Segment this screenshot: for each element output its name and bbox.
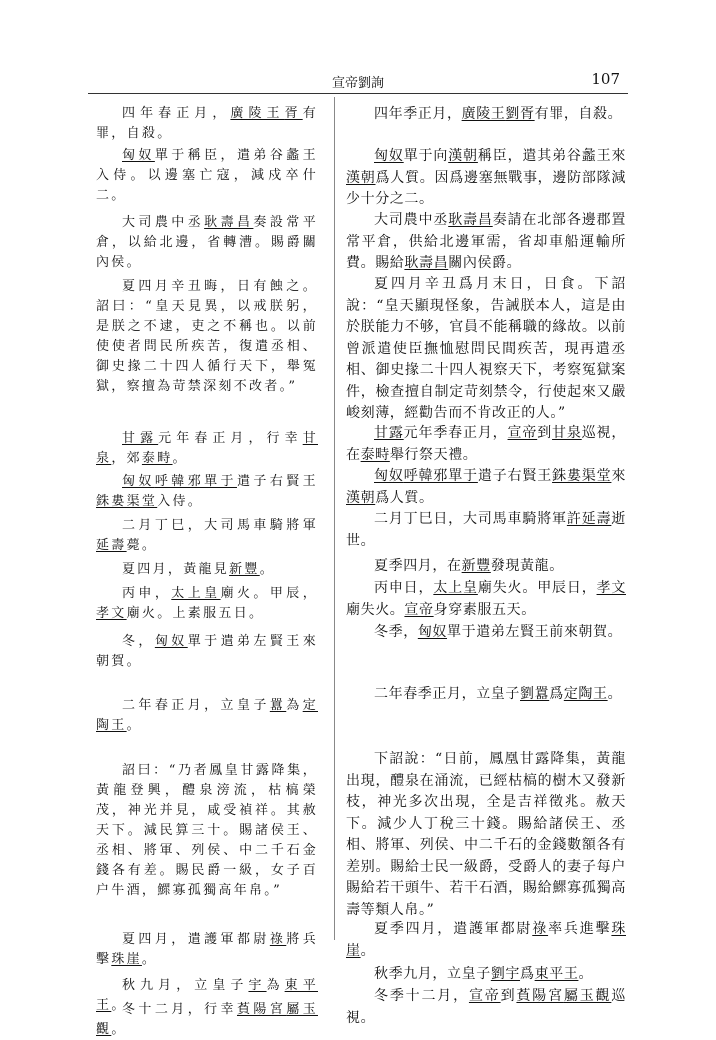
page-number: 107 <box>591 70 620 88</box>
text-run: 大司農中丞 <box>374 212 449 228</box>
proper-noun-underlined: 許延壽 <box>566 511 612 527</box>
text-run: 二月丁巳日，大司馬車騎將軍 <box>374 511 567 527</box>
text-run: 。 <box>111 998 127 1013</box>
translation-paragraph <box>346 423 626 466</box>
text-run: 四年季正月， <box>374 106 462 122</box>
text-run: 夏四月辛丑晦，日有蝕之。詔曰：“皇天見異，以戒朕躬，是朕之不逮，吏之不稱也。以前使使者問民所疾苦，復遣丞相、御史掾二十四人循行天下，舉冤獄，察擅為苛禁深刻不改者。” <box>96 279 318 394</box>
text-run: 詔曰：“乃者鳳皇甘露降集，黃龍登興，醴泉滂流，枯槁榮茂，神光并見，咸受禎祥。其赦天下。減民算三十。賜諸侯王、丞相、將軍、列侯、中二千石金錢各有差。賜民爵一級，女子百户牛酒，鰥寡孤獨高年帛。” <box>96 763 318 898</box>
text-run: 廟失火。 <box>346 601 405 618</box>
translation-paragraph <box>346 578 626 621</box>
proper-noun-underlined: 珠崖 <box>346 921 626 959</box>
text-run: 廟失火。甲辰日， <box>477 580 597 596</box>
text-run: 到 <box>537 425 553 441</box>
classical-paragraph <box>96 930 318 970</box>
text-run: 遣子右賢王 <box>477 468 553 484</box>
translation-paragraph <box>346 210 626 275</box>
text-run: 入侍。 <box>157 494 204 509</box>
text-run: 。 <box>360 942 376 959</box>
proper-noun-underlined: 漢朝 <box>448 148 478 164</box>
text-run: 元年春正月，行幸 <box>158 431 303 446</box>
text-run: 單于向 <box>403 148 449 164</box>
proper-noun-underlined: 宇 <box>248 978 267 993</box>
text-run: 。 <box>259 562 276 577</box>
text-run: 。 <box>111 1022 127 1037</box>
proper-noun-underlined: 銖婁渠堂 <box>96 494 158 509</box>
text-run: 秋季九月，立皇子 <box>374 966 491 982</box>
proper-noun-underlined: 甘泉 <box>552 425 582 441</box>
header-rule <box>88 93 628 94</box>
translation-paragraph <box>346 466 626 509</box>
proper-noun-underlined: 匈奴 <box>122 148 155 163</box>
text-run: 單于遣弟左賢王前來朝賀。 <box>447 624 623 640</box>
text-run: 大司農中丞 <box>122 215 205 230</box>
text-run: 冬季十二月， <box>374 988 469 1004</box>
proper-noun-underlined: 宣帝 <box>404 601 434 618</box>
translation-paragraph <box>346 684 626 706</box>
proper-noun-underlined: 泰畤 <box>360 446 390 463</box>
text-run: 身穿素服五天。 <box>433 601 536 618</box>
proper-noun-underlined: 甘露 <box>374 425 404 441</box>
translation-paragraph <box>346 749 626 921</box>
proper-noun-underlined: 孝文 <box>96 606 127 621</box>
classical-paragraph <box>96 761 318 901</box>
translation-paragraph <box>346 964 626 986</box>
classical-paragraph <box>96 516 318 556</box>
proper-noun-underlined: 太上皇 <box>171 586 221 601</box>
classical-paragraph <box>96 213 318 273</box>
classical-paragraph <box>96 472 318 512</box>
classical-paragraph <box>96 277 318 397</box>
proper-noun-underlined: 漢朝 <box>346 169 376 186</box>
translation-paragraph <box>346 274 626 425</box>
text-run: 發現黃龍。 <box>490 558 564 574</box>
text-run: 巡視，在 <box>346 425 626 463</box>
text-run: 冬季， <box>374 624 418 640</box>
column-divider <box>334 97 335 940</box>
translation-paragraph <box>346 622 626 644</box>
text-run: 爲人質。因爲邊塞無戰事，邊防部隊減少十分之二。 <box>346 169 627 207</box>
proper-noun-underlined: 匈奴 <box>374 468 404 484</box>
text-run: 舉行祭天禮。 <box>389 446 478 463</box>
proper-noun-underlined: 甘泉 <box>96 431 318 466</box>
text-run: 奏設常平倉，以給北邊，省轉漕。賜爵關內侯。 <box>96 215 318 270</box>
proper-noun-underlined: 萯陽宮 <box>516 988 564 1004</box>
text-run: 爲 <box>549 686 564 702</box>
proper-noun-underlined: 劉囂 <box>520 686 550 702</box>
classical-paragraph <box>96 429 318 469</box>
text-run: 逝世。 <box>346 511 626 549</box>
translation-paragraph <box>346 919 626 962</box>
text-run: 廟火。上素服五日。 <box>126 606 265 621</box>
proper-noun-underlined: 珠崖 <box>111 952 142 967</box>
proper-noun-underlined: 匈奴 <box>122 474 155 489</box>
classical-paragraph <box>96 1000 318 1040</box>
text-run: 奏請在北部各邊郡置常平倉，供給北邊軍需，省却車船運輸所費。賜給 <box>346 212 626 271</box>
text-run: 薨。 <box>126 538 158 553</box>
text-run: 將兵擊 <box>96 932 318 967</box>
proper-noun-underlined: 耿壽昌 <box>448 212 493 228</box>
classical-paragraph <box>96 632 318 672</box>
proper-noun-underlined: 宣帝 <box>507 425 538 441</box>
text-run: 單于稱臣，遣弟谷蠡王入侍。以邊塞亡寇，減戍卒什二。 <box>96 148 318 203</box>
text-run: 巡視。 <box>346 988 626 1026</box>
text-run: 二年春正月，立皇子 <box>122 698 270 713</box>
classical-paragraph <box>96 560 318 580</box>
text-run: 丙申， <box>122 586 172 601</box>
text-run: 單于遣弟左賢王來朝賀。 <box>96 634 318 669</box>
text-run: 夏季四月，在 <box>374 558 462 574</box>
translation-paragraph <box>346 104 626 126</box>
text-run: 二月丁巳，大司馬車騎將軍 <box>122 518 318 533</box>
text-run: 率兵進擊 <box>548 921 612 937</box>
proper-noun-underlined: 宣帝 <box>468 988 501 1004</box>
proper-noun-underlined: 泰畤 <box>141 451 173 466</box>
proper-noun-underlined: 匈奴 <box>417 624 448 640</box>
proper-noun-underlined: 匈奴 <box>374 148 404 164</box>
text-run: 夏四月，遣護軍都尉 <box>122 932 270 947</box>
running-title: 宣帝劉詢 <box>331 76 384 91</box>
text-run: 夏四月辛丑爲月末日，日食。下詔說：“皇天顯現怪象，告誡朕本人，這是由於朕能力不够，官員不能稱職的緣故。以前曾派遣使臣撫恤慰問民間疾苦，現再遣丞相、御史掾二十四人視察天下，考察冤獄案件，檢查擅自制定苛刻禁令，行使起來又嚴峻刻薄，經勸告而不肯改正的人。” <box>346 276 626 421</box>
proper-noun-underlined: 甘露 <box>122 431 159 446</box>
translation-paragraph <box>346 556 626 578</box>
proper-noun-underlined: 囂 <box>269 698 287 713</box>
proper-noun-underlined: 廣陵王 <box>461 106 506 122</box>
proper-noun-underlined: 呼韓邪單于 <box>403 468 478 484</box>
proper-noun-underlined: 胥 <box>284 106 303 121</box>
proper-noun-underlined: 劉宇 <box>490 966 521 982</box>
text-run: 稱臣，遣其弟谷蠡王來 <box>477 148 627 164</box>
proper-noun-underlined: 新豐 <box>229 562 260 577</box>
proper-noun-underlined: 延壽 <box>96 538 127 553</box>
text-run: 廟火。甲辰， <box>220 586 318 601</box>
text-run: 元年季春正月， <box>403 425 508 441</box>
text-run: 冬十二月，行幸 <box>122 1002 237 1017</box>
proper-noun-underlined: 屬玉觀 <box>96 1002 318 1037</box>
text-run: 爲 <box>520 966 535 982</box>
translation-paragraph <box>346 146 626 211</box>
proper-noun-underlined: 東平王 <box>96 978 318 1013</box>
text-run: 有罪，自殺。 <box>534 106 623 122</box>
text-run: 二年春季正月，立皇子 <box>374 686 520 702</box>
proper-noun-underlined: 耿壽昌 <box>404 255 449 271</box>
proper-noun-underlined: 廣陵王 <box>230 106 285 121</box>
translation-paragraph <box>346 986 626 1029</box>
text-run: 夏季四月，遣護軍都尉 <box>374 921 533 937</box>
text-run: 關內侯爵。 <box>448 255 522 271</box>
text-run: 冬， <box>122 634 155 649</box>
proper-noun-underlined: 祿 <box>269 932 287 947</box>
text-run: 秋九月，立皇子 <box>122 978 249 993</box>
proper-noun-underlined: 東平王 <box>534 966 579 982</box>
proper-noun-underlined: 定陶王 <box>96 698 318 733</box>
proper-noun-underlined: 新豐 <box>461 558 491 574</box>
text-run: 夏四月，黃龍見 <box>122 562 230 577</box>
proper-noun-underlined: 萯陽宮 <box>236 1002 287 1017</box>
proper-noun-underlined: 劉胥 <box>505 106 535 122</box>
proper-noun-underlined: 祿 <box>532 921 549 937</box>
proper-noun-underlined: 匈奴 <box>154 634 188 649</box>
classical-paragraph <box>96 696 318 736</box>
classical-paragraph <box>96 146 318 206</box>
text-run: 有罪，自殺。 <box>96 106 318 141</box>
classical-paragraph <box>96 584 318 624</box>
text-run: 。 <box>578 966 594 982</box>
proper-noun-underlined: 定陶王 <box>563 686 608 702</box>
proper-noun-underlined: 耿壽昌 <box>204 215 254 230</box>
text-run: 遣子右賢王 <box>236 474 318 489</box>
proper-noun-underlined: 屬玉觀 <box>563 988 612 1004</box>
text-run: 爲人質。 <box>375 489 434 506</box>
text-run: ，郊 <box>111 451 142 466</box>
classical-paragraph <box>96 104 318 144</box>
proper-noun-underlined: 銖婁渠堂 <box>552 468 612 484</box>
proper-noun-underlined: 漢朝 <box>346 489 376 506</box>
proper-noun-underlined: 孝文 <box>596 580 626 596</box>
text-run: 。 <box>172 451 188 466</box>
text-run: 。 <box>607 686 623 702</box>
translation-paragraph <box>346 509 626 552</box>
proper-noun-underlined: 太上皇 <box>433 580 478 596</box>
text-run: 為 <box>266 978 285 993</box>
proper-noun-underlined: 呼韓邪單于 <box>154 474 237 489</box>
text-run: 下詔說：“日前，鳳凰甘露降集，黃龍出現，醴泉在涌流，已經枯槁的樹木又發新枝，神光多次出現，全是吉祥徵兆。赦天下。減少人丁稅三十錢。賜給諸侯王、丞相、將軍、列侯、中二千石的金錢數額各有差别。賜給士民一級爵，受爵人的妻子每户賜給若干頭牛、若干石酒，賜給鰥寡孤獨高壽等類人帛。” <box>346 751 626 918</box>
text-run: 丙申日， <box>374 580 434 596</box>
page-header <box>88 68 628 94</box>
text-run: 四年春正月， <box>122 106 231 121</box>
text-run: 到 <box>500 988 517 1004</box>
text-run: 為 <box>286 698 303 713</box>
text-run: 。 <box>126 718 142 733</box>
text-run: 來 <box>611 468 627 484</box>
text-run: 。 <box>141 952 158 967</box>
